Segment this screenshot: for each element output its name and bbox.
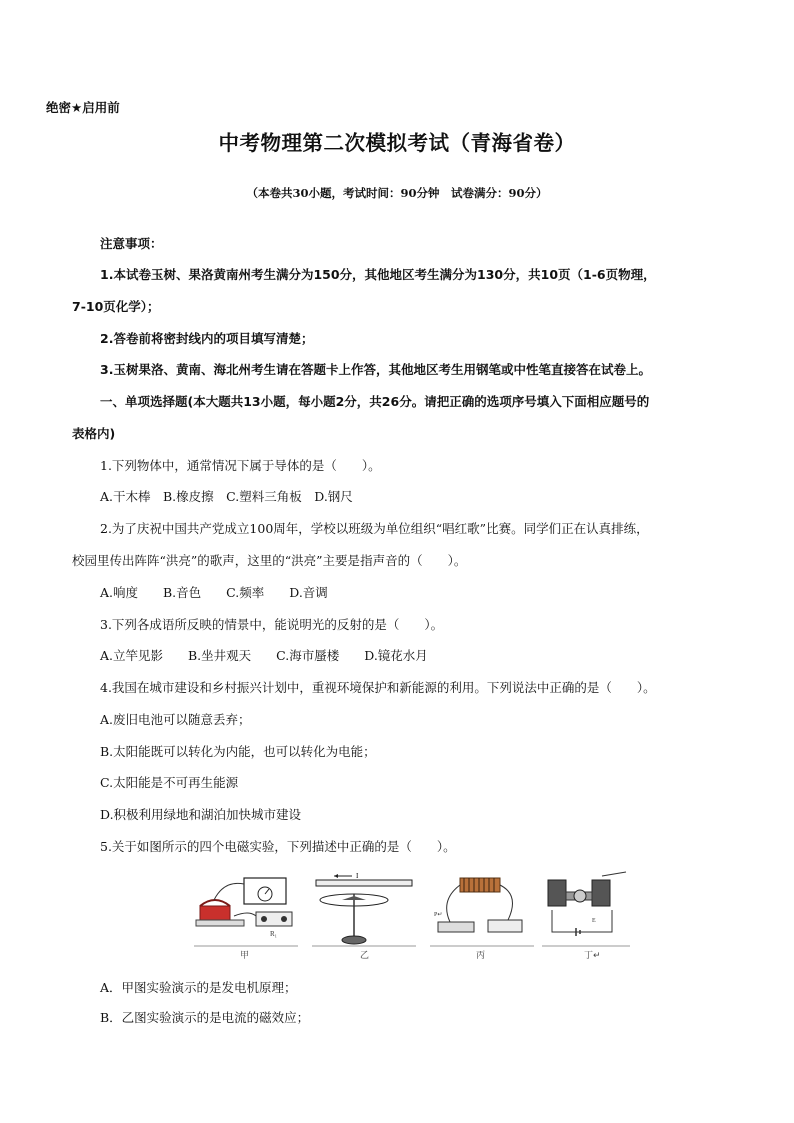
exam-subtitle: （本卷共30小题，考试时间：90分钟 试卷满分：90分） — [246, 186, 548, 200]
note-item-2: 2.答卷前将密封线内的项目填写清楚； — [100, 331, 314, 346]
q2-stem-cont: 校园里传出阵阵“洪亮”的歌声，这里的“洪亮”主要是指声音的（ ）。 — [72, 553, 467, 568]
confidential-label: 绝密★启用前 — [46, 100, 120, 115]
q5-option-a: A．甲图实验演示的是发电机原理； — [100, 980, 297, 995]
q1-options: A.干木棒 B.橡皮擦 C.塑料三角板 D.钢尺 — [100, 489, 353, 504]
caption-ding: 丁↵ — [584, 951, 601, 961]
page-title: 中考物理第二次模拟考试（青海省卷） — [218, 131, 576, 155]
note-item-1: 1.本试卷玉树、果洛黄南州考生满分为150分，其他地区考生满分为130分，共10页（1-6页物理， — [100, 267, 656, 282]
caption-bing: 丙 — [476, 951, 486, 961]
svg-text:R₁: R₁ — [270, 930, 278, 938]
experiment-ding-diagram — [542, 870, 630, 958]
q2-stem: 2.为了庆祝中国共产党成立100周年，学校以班级为单位组织“唱红歌”比赛。同学们正在认真排练， — [100, 521, 649, 536]
q4-option-c: C.太阳能是不可再生能源 — [100, 775, 239, 790]
q3-options: A.立竿见影 B.坐井观天 C.海市蜃楼 D.镜花水月 — [100, 648, 428, 663]
svg-text:P↵: P↵ — [434, 912, 443, 918]
note-item-3: 3.玉树果洛、黄南、海北州考生请在答题卡上作答，其他地区考生用钢笔或中性笔直接答在试卷上。 — [100, 362, 651, 377]
svg-text:I: I — [356, 872, 359, 880]
q4-stem: 4.我国在城市建设和乡村振兴计划中，重视环境保护和新能源的利用。下列说法中正确的是（ ）。 — [100, 680, 656, 695]
q4-option-b: B.太阳能既可以转化为内能，也可以转化为电能； — [100, 744, 376, 759]
svg-text:E: E — [592, 918, 596, 924]
q5-option-b: B．乙图实验演示的是电流的磁效应； — [100, 1010, 310, 1025]
section-heading: 一、单项选择题(本大题共13小题，每小题2分，共26分。请把正确的选项序号填入下面相应题号的 — [100, 394, 650, 409]
q2-options: A.响度 B.音色 C.频率 D.音调 — [100, 585, 328, 600]
section-heading-cont: 表格内) — [72, 426, 116, 441]
electromagnetic-experiments-figure — [194, 870, 630, 961]
q4-option-d: D.积极利用绿地和湖泊加快城市建设 — [100, 807, 302, 822]
q5-stem: 5.关于如图所示的四个电磁实验，下列描述中正确的是（ ）。 — [100, 839, 456, 854]
experiment-jia-diagram — [194, 870, 298, 958]
caption-yi: 乙 — [360, 951, 370, 961]
q4-option-a: A.废旧电池可以随意丢弃； — [100, 712, 251, 727]
q1-stem: 1.下列物体中，通常情况下属于导体的是（ ）。 — [100, 458, 381, 473]
note-item-1-cont: 7-10页化学）； — [72, 299, 160, 314]
experiment-yi-diagram — [312, 870, 416, 958]
notes-heading: 注意事项： — [100, 236, 163, 251]
experiment-bing-diagram — [430, 870, 534, 958]
q3-stem: 3.下列各成语所反映的情景中，能说明光的反射的是（ ）。 — [100, 617, 444, 632]
caption-jia: 甲 — [240, 951, 250, 961]
